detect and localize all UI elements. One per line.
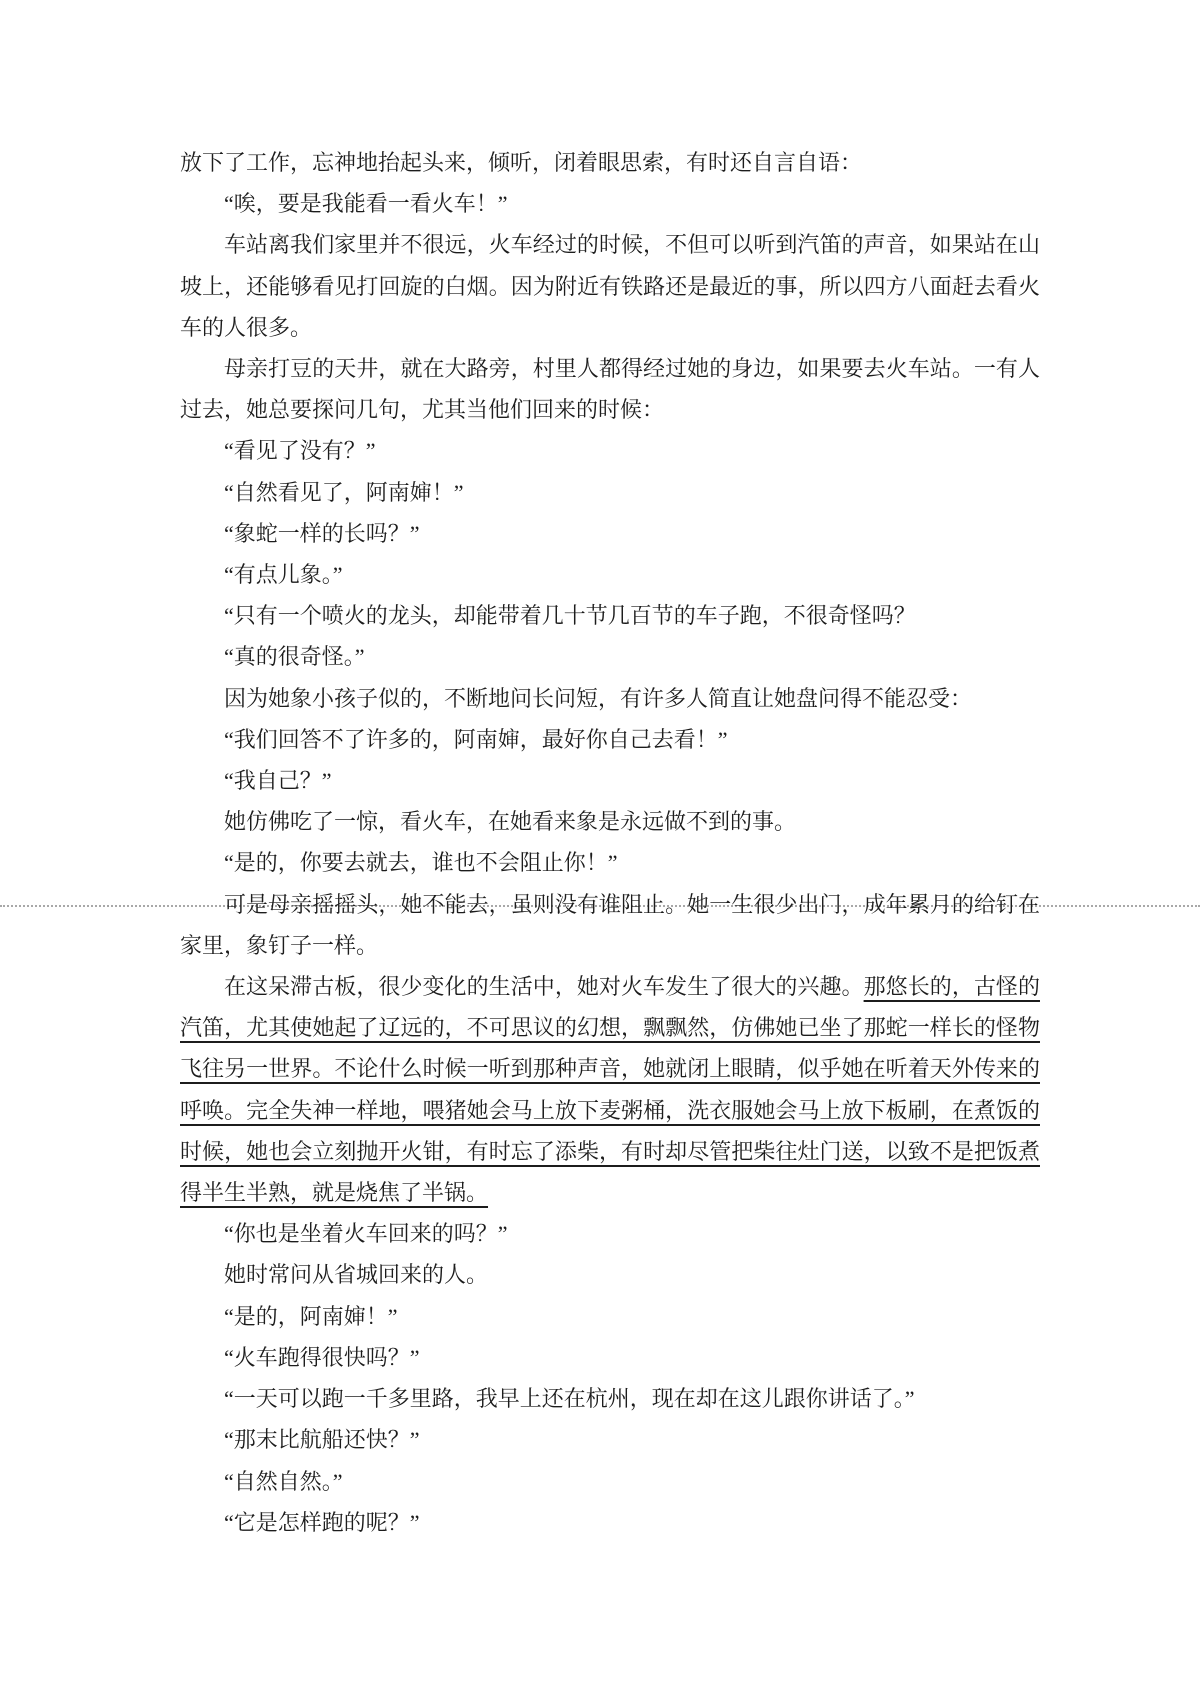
dialogue-line-14: “一天可以跑一千多里路，我早上还在杭州，现在却在这儿跟你讲话了。” [224, 1386, 915, 1412]
dialogue-line-8: “我们回答不了许多的，阿南婶，最好你自己去看！” [224, 726, 728, 752]
text-block [180, 142, 1040, 1543]
paragraph-2: 车站离我们家里并不很远，火车经过的时候，不但可以听到汽笛的声音，如果站在山坡上，还能够看见打回旋的白烟。因为附近有铁路还是最近的事，所以四方八面赶去看火车的人很多。 [180, 232, 1040, 340]
paragraph-6: 可是母亲摇摇头，她不能去，虽则没有谁阻止。她一生很少出门，成年累月的给钉在家里，象钉子一样。 [180, 891, 1040, 958]
dialogue-line-11: “你也是坐着火车回来的吗？” [224, 1221, 508, 1247]
dialogue-line-12: “是的，阿南婶！” [224, 1303, 398, 1329]
dialogue-line-5: “有点儿象。” [224, 562, 343, 588]
dialogue-line-6: “只有一个喷火的龙头，却能带着几十节几百节的车子跑，不很奇怪吗？ [224, 603, 916, 629]
dialogue-line-3: “自然看见了，阿南婶！” [224, 479, 464, 505]
paragraph-1: 放下了工作，忘神地抬起头来，倾听，闭着眼思索，有时还自言自语： [180, 150, 863, 175]
dialogue-line-15: “那末比航船还快？” [224, 1427, 420, 1453]
paragraph-4: 因为她象小孩子似的，不断地问长问短，有许多人简直让她盘问得不能忍受： [224, 685, 973, 711]
dialogue-line-13: “火车跑得很快吗？” [224, 1344, 420, 1370]
dialogue-line-1: “唉，要是我能看一看火车！” [224, 191, 508, 217]
dialogue-line-2: “看见了没有？” [224, 438, 376, 464]
dialogue-line-9: “我自己？” [224, 768, 332, 794]
dialogue-line-17: “它是怎样跑的呢？” [224, 1509, 420, 1535]
dialogue-line-7: “真的很奇怪。” [224, 644, 365, 670]
dialogue-line-10: “是的，你要去就去，谁也不会阻止你！” [224, 850, 618, 876]
dialogue-line-16: “自然自然。” [224, 1468, 343, 1494]
paragraph-3: 母亲打豆的天井，就在大路旁，村里人都得经过她的身边，如果要去火车站。一有人过去，她总要探问几句，尤其当他们回来的时候： [180, 356, 1040, 423]
paragraph-5: 她仿佛吃了一惊，看火车，在她看来象是永远做不到的事。 [224, 809, 797, 835]
paragraph-8: 她时常问从省城回来的人。 [224, 1262, 489, 1288]
paragraph-7-with-underline [180, 966, 1040, 1213]
dialogue-line-4: “象蛇一样的长吗？” [224, 520, 420, 546]
paragraph-7-lead-text: 在这呆滞古板，很少变化的生活中，她对火车发生了很大的兴趣。 [224, 974, 864, 1000]
underlined-passage: 那悠长的，古怪的汽笛，尤其使她起了辽远的，不可思议的幻想，飘飘然，仿佛她已坐了那蛇一样长的怪物飞往另一世界。不论什么时候一听到那种声音，她就闭上眼睛，似乎她在听着天外传来的呼唤。完全失神一样地，喂猪她会马上放下麦粥桶，洗衣服她会马上放下板刷，在煮饭的时候，她也会立刻抛开火钳，有时忘了添柴，有时却尽管把柴往灶门送，以致不是把饭煮得半生半熟，就是烧焦了半锅。 [180, 974, 1040, 1206]
